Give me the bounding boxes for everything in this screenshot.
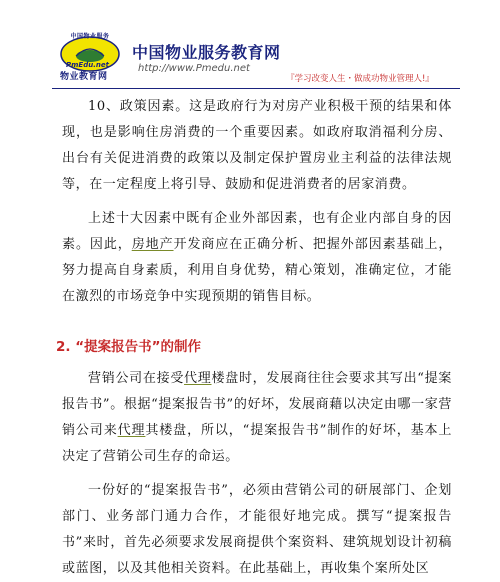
- logo-name: 物业教育网: [60, 72, 108, 82]
- paragraph-text: 楼盘时，发展商往往会要求其写出“提案报告书”。根据“提案报告书”的好坏，发展商藉以决定由哪一家营销公司来: [62, 371, 452, 438]
- site-url[interactable]: http://www.Pmedu.net: [138, 63, 250, 74]
- logo-top-text: 中国物业服务: [70, 33, 110, 40]
- page-header: [0, 0, 500, 90]
- logo-url-text: PmEdu.net: [66, 61, 109, 69]
- slogan: 『学习改变人生・做成功物业管理人!』: [286, 74, 434, 84]
- paragraph-text: 上述十大因素中既有企业外部因素，也有企业内部自身的因素。因此，: [62, 211, 452, 252]
- paragraph-proposal-process: 一份好的“提案报告书”，必须由营销公司的研展部门、企划部门、业务部门通力合作，才能很好地完成。撰写“提案报告书”来时，首先必须要求发展商提供个案资料、建筑规划设计初稿或蓝图，以及其他相关资料。在此基础上，再收集个案所处区: [62, 483, 452, 576]
- real-estate-link[interactable]: 房地产: [131, 237, 174, 252]
- agency-link[interactable]: 代理: [117, 423, 146, 438]
- paragraph-proposal-intro: [62, 366, 452, 470]
- paragraph-summary: [62, 206, 452, 310]
- paragraph-text: 其楼盘，所以，“提案报告书”制作的好坏，基本上决定了营销公司生存的命运。: [62, 423, 453, 464]
- section-heading: 2. “提案报告书”的制作: [56, 339, 201, 355]
- site-title: 中国物业服务教育网: [132, 43, 281, 62]
- document-body: [56, 94, 453, 582]
- paragraph-policy-factor: 10、政策因素。这是政府行为对房产业积极干预的结果和体现，也是影响住房消费的一个重要因素。如政府取消福利分房、出台有关促进消费的政策以及制定保护置房业主利益的法律法规等，在一定程度上将引导、鼓励和促进消费者的居家消费。: [62, 99, 452, 192]
- paragraph-text: 开发商应在正确分析、把握外部因素基础上，努力提高自身素质，利用自身优势，精心策划，准确定位，才能在激烈的市场竞争中实现预期的销售目标。: [62, 237, 452, 304]
- paragraph-text: 营销公司在接受: [88, 371, 185, 386]
- header-divider: [52, 88, 460, 89]
- agency-link[interactable]: 代理: [184, 371, 212, 386]
